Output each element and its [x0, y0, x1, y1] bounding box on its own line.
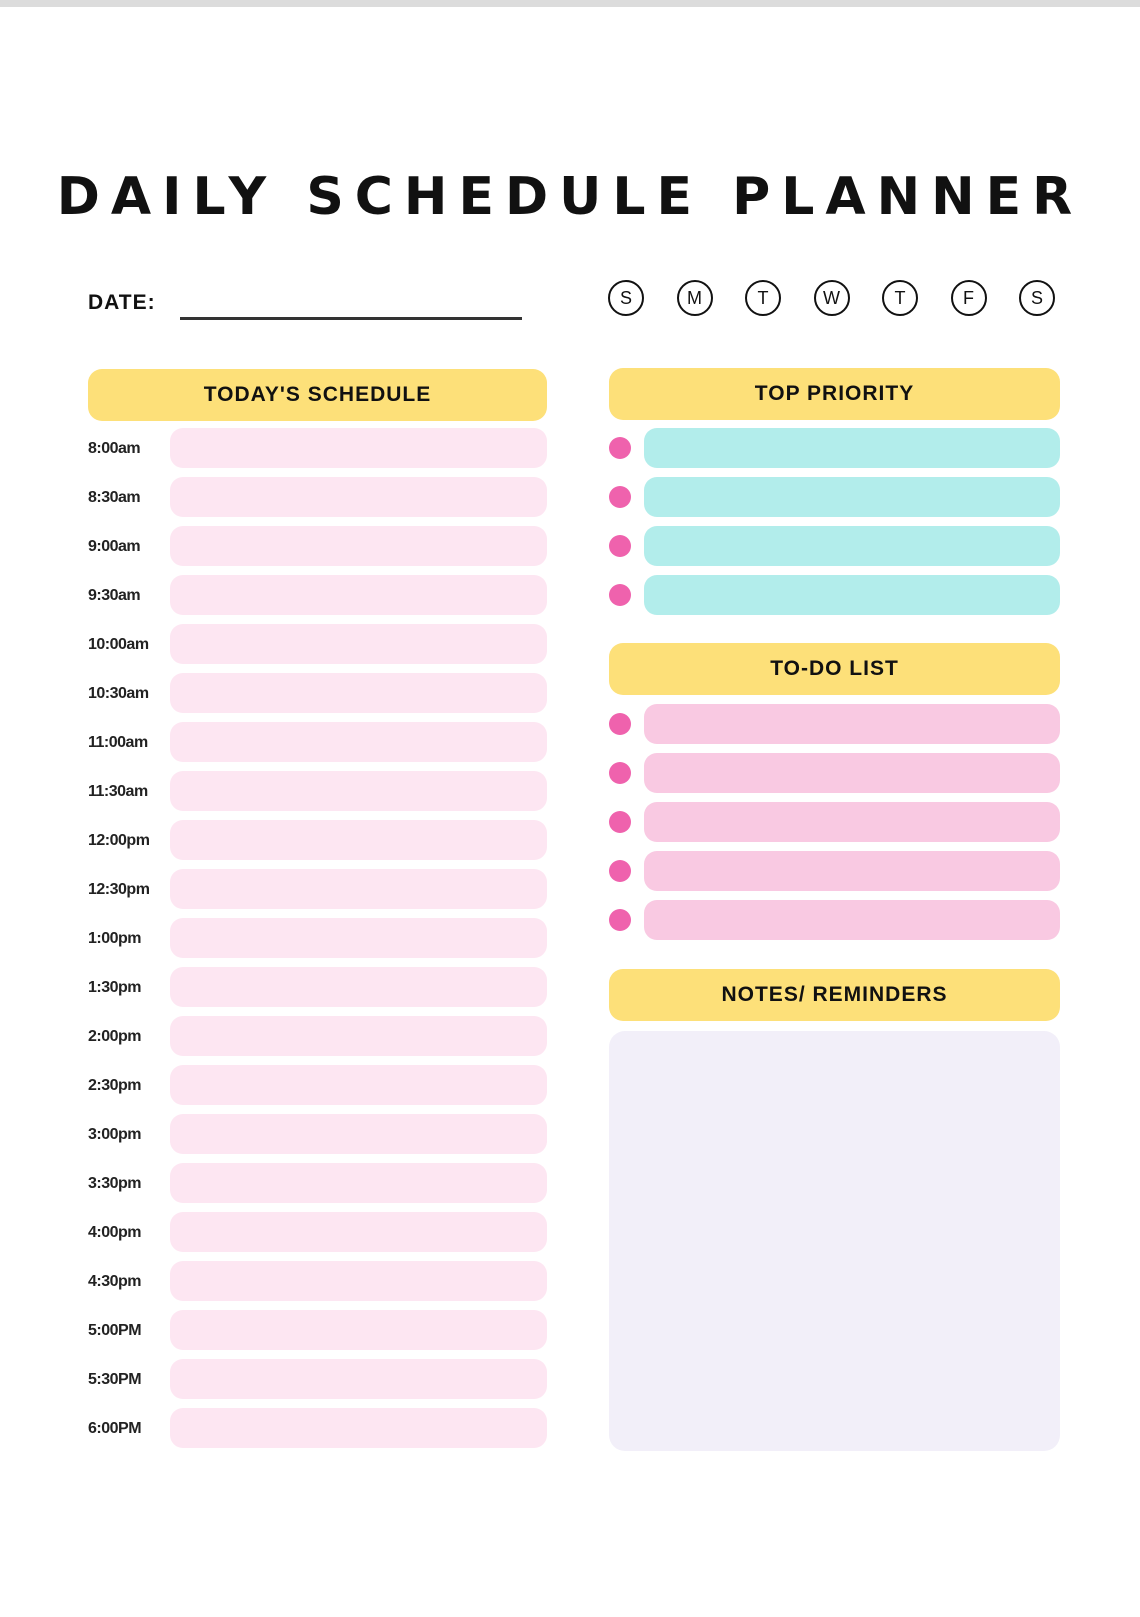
- schedule-time-label: 3:30pm: [88, 1175, 142, 1192]
- priority-item-row: [609, 428, 1060, 477]
- priority-item-field[interactable]: [644, 575, 1060, 615]
- schedule-time-label: 9:00am: [88, 538, 141, 555]
- top-priority-list: [609, 428, 1060, 624]
- schedule-row: [88, 428, 547, 477]
- schedule-slot-field[interactable]: [170, 1310, 547, 1350]
- day-circle-sunday[interactable]: S: [608, 280, 644, 316]
- schedule-slot-field[interactable]: [170, 1065, 547, 1105]
- schedule-row: [88, 673, 547, 722]
- todo-item-field[interactable]: [644, 704, 1060, 744]
- bullet-dot-icon: [609, 713, 631, 735]
- priority-item-field[interactable]: [644, 428, 1060, 468]
- schedule-row: [88, 1261, 547, 1310]
- schedule-time-label: 10:30am: [88, 685, 149, 702]
- schedule-time-label: 12:30pm: [88, 881, 150, 898]
- notes-reminders-header: NOTES/ REMINDERS: [609, 969, 1060, 1021]
- day-circle-saturday[interactable]: S: [1019, 280, 1055, 316]
- schedule-time-label: 8:00am: [88, 440, 141, 457]
- schedule-slot-field[interactable]: [170, 428, 547, 468]
- schedule-slot-field[interactable]: [170, 820, 547, 860]
- notes-area[interactable]: [609, 1031, 1060, 1451]
- schedule-slot-field[interactable]: [170, 918, 547, 958]
- schedule-slot-field[interactable]: [170, 1212, 547, 1252]
- priority-item-row: [609, 575, 1060, 624]
- schedule-time-label: 1:30pm: [88, 979, 142, 996]
- schedule-slot-field[interactable]: [170, 624, 547, 664]
- todo-item-row: [609, 704, 1060, 753]
- todo-list-header: TO-DO LIST: [609, 643, 1060, 695]
- schedule-slot-field[interactable]: [170, 477, 547, 517]
- schedule-time-label: 3:00pm: [88, 1126, 142, 1143]
- schedule-list: [88, 428, 547, 1457]
- schedule-row: [88, 820, 547, 869]
- schedule-slot-field[interactable]: [170, 771, 547, 811]
- schedule-slot-field[interactable]: [170, 1163, 547, 1203]
- schedule-time-label: 2:30pm: [88, 1077, 142, 1094]
- day-circle-wednesday[interactable]: W: [814, 280, 850, 316]
- schedule-slot-field[interactable]: [170, 869, 547, 909]
- date-field[interactable]: [180, 317, 522, 320]
- schedule-row: [88, 771, 547, 820]
- todo-item-row: [609, 900, 1060, 949]
- schedule-row: [88, 1212, 547, 1261]
- schedule-slot-field[interactable]: [170, 1359, 547, 1399]
- priority-item-row: [609, 526, 1060, 575]
- schedule-slot-field[interactable]: [170, 722, 547, 762]
- schedule-row: [88, 526, 547, 575]
- schedule-row: [88, 1016, 547, 1065]
- schedule-time-label: 4:00pm: [88, 1224, 142, 1241]
- bullet-dot-icon: [609, 437, 631, 459]
- todays-schedule-header: TODAY'S SCHEDULE: [88, 369, 547, 421]
- schedule-row: [88, 477, 547, 526]
- day-circle-monday[interactable]: M: [677, 280, 713, 316]
- top-priority-header: TOP PRIORITY: [609, 368, 1060, 420]
- schedule-row: [88, 918, 547, 967]
- schedule-slot-field[interactable]: [170, 1261, 547, 1301]
- schedule-row: [88, 1163, 547, 1212]
- day-circle-tuesday[interactable]: T: [745, 280, 781, 316]
- schedule-row: [88, 722, 547, 771]
- schedule-time-label: 10:00am: [88, 636, 149, 653]
- date-label: DATE:: [88, 291, 156, 314]
- schedule-time-label: 2:00pm: [88, 1028, 142, 1045]
- weekday-selector: [608, 280, 1055, 316]
- schedule-time-label: 11:00am: [88, 734, 148, 751]
- todo-item-field[interactable]: [644, 900, 1060, 940]
- schedule-time-label: 9:30am: [88, 587, 141, 604]
- bullet-dot-icon: [609, 909, 631, 931]
- day-circle-thursday[interactable]: T: [882, 280, 918, 316]
- bullet-dot-icon: [609, 811, 631, 833]
- schedule-time-label: 5:00PM: [88, 1322, 142, 1339]
- bullet-dot-icon: [609, 860, 631, 882]
- schedule-row: [88, 1114, 547, 1163]
- todo-item-field[interactable]: [644, 802, 1060, 842]
- priority-item-field[interactable]: [644, 477, 1060, 517]
- schedule-slot-field[interactable]: [170, 1114, 547, 1154]
- todo-item-field[interactable]: [644, 753, 1060, 793]
- schedule-slot-field[interactable]: [170, 967, 547, 1007]
- bullet-dot-icon: [609, 584, 631, 606]
- todo-item-row: [609, 851, 1060, 900]
- bullet-dot-icon: [609, 486, 631, 508]
- todo-item-row: [609, 802, 1060, 851]
- schedule-time-label: 4:30pm: [88, 1273, 142, 1290]
- schedule-time-label: 11:30am: [88, 783, 148, 800]
- schedule-slot-field[interactable]: [170, 1408, 547, 1448]
- page-title: DAILY SCHEDULE PLANNER: [56, 167, 1084, 227]
- schedule-slot-field[interactable]: [170, 575, 547, 615]
- todo-item-row: [609, 753, 1060, 802]
- schedule-row: [88, 1065, 547, 1114]
- bullet-dot-icon: [609, 535, 631, 557]
- bullet-dot-icon: [609, 762, 631, 784]
- schedule-time-label: 5:30PM: [88, 1371, 142, 1388]
- todo-item-field[interactable]: [644, 851, 1060, 891]
- day-circle-friday[interactable]: F: [951, 280, 987, 316]
- schedule-time-label: 6:00PM: [88, 1420, 142, 1437]
- schedule-row: [88, 575, 547, 624]
- priority-item-field[interactable]: [644, 526, 1060, 566]
- schedule-row: [88, 1359, 547, 1408]
- schedule-row: [88, 967, 547, 1016]
- schedule-time-label: 1:00pm: [88, 930, 142, 947]
- schedule-slot-field[interactable]: [170, 526, 547, 566]
- schedule-slot-field[interactable]: [170, 673, 547, 713]
- schedule-time-label: 8:30am: [88, 489, 141, 506]
- schedule-row: [88, 869, 547, 918]
- schedule-row: [88, 1310, 547, 1359]
- priority-item-row: [609, 477, 1060, 526]
- todo-list: [609, 704, 1060, 949]
- schedule-row: [88, 624, 547, 673]
- schedule-slot-field[interactable]: [170, 1016, 547, 1056]
- schedule-time-label: 12:00pm: [88, 832, 150, 849]
- schedule-row: [88, 1408, 547, 1457]
